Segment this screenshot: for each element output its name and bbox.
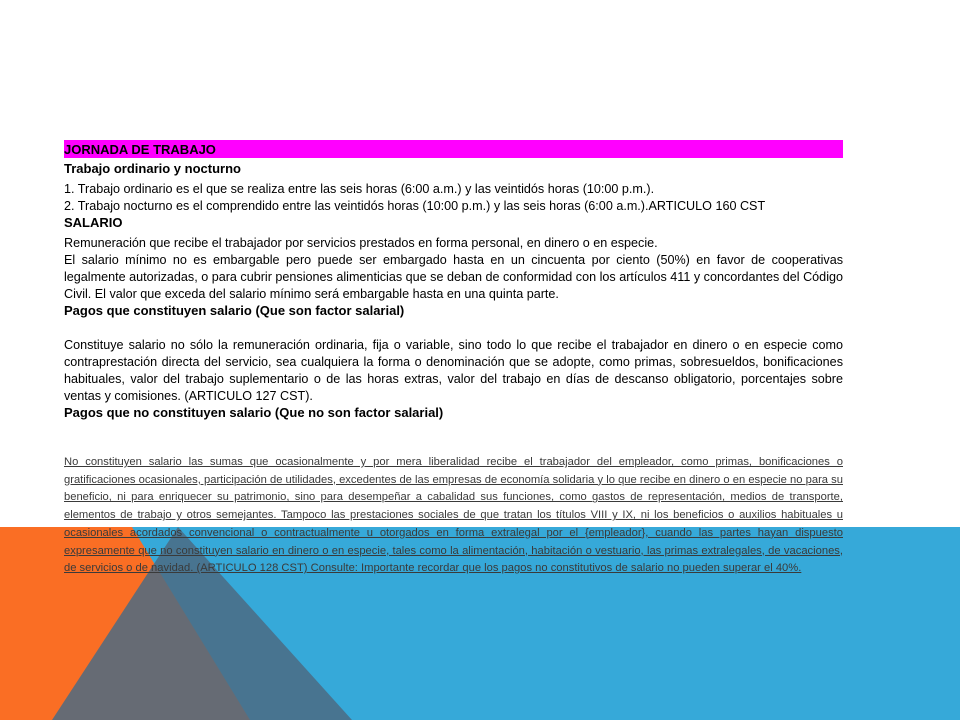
work-line-2: 2. Trabajo nocturno es el comprendido entre las veintidós horas (10:00 p.m.) y las seis horas (6:00 a.m.).ARTICULO 160 CST: [64, 199, 766, 213]
salario-minimo-text: El salario mínimo no es embargable pero puede ser embargado hasta en un cincuenta por ciento (50%) en favor de cooperativas legalmente autorizadas, o para cubrir pensiones alimenticias que se deban de conformidad con los artículos 411 y concordantes del Código Civil. El valor que exceda del salario mínimo será embargable hasta en una quinta parte.: [64, 253, 843, 301]
work-lines: [64, 181, 843, 215]
section-header-bar: JORNADA DE TRABAJO: [64, 140, 843, 158]
no-constituyen-salario-link[interactable]: No constituyen salario las sumas que ocasionalmente y por mera liberalidad recibe el trabajador del empleador, como primas, bonificaciones o gratificaciones ocasionales, participación de utilidades, excedentes de las empresas de economía solidaria y lo que recibe en dinero o en especie no para su beneficio, ni para enriquecer su patrimonio, sino para desempeñar a cabalidad sus funciones, como gastos de representación, medios de transporte, elementos de trabajo y otros semejantes. Tampoco las prestaciones sociales de que tratan los títulos VIII y IX, ni los beneficios o auxilios habituales u ocasionales acordados convencional o contractualmente u otorgados en forma extralegal por el {empleador}, cuando las partes hayan dispuesto expresamente que no constituyen salario en dinero o en especie, tales como la alimentación, habitación o vestuario, las primas extralegales, de vacaciones, de servicios o de navidad. (ARTICULO 128 CST) Consulte: Importante recordar que los pagos no constitutivos de salario no pueden superar el 40%.: [64, 456, 843, 575]
constituye-salario-text: Constituye salario no sólo la remuneración ordinaria, fija o variable, sino todo lo que recibe el trabajador en dinero o en especie como contraprestación directa del servicio, sea cualquiera la forma o denominación que se adopte, como primas, sobresueldos, bonificaciones habituales, valor del trabajo suplementario o de las horas extras, valor del trabajo en días de descanso obligatorio, porcentajes sobre ventas y comisiones. (ARTICULO 127 CST).: [64, 338, 843, 403]
no-factor-salarial-title: Pagos que no constituyen salario (Que no son factor salarial): [64, 405, 444, 420]
slide-content: [64, 140, 843, 578]
subtitle-ordinario-nocturno: Trabajo ordinario y nocturno: [64, 161, 241, 176]
remuneracion-text: Remuneración que recibe el trabajador por servicios prestados en forma personal, en dinero o en especie.: [64, 236, 658, 250]
work-line-1: 1. Trabajo ordinario es el que se realiza entre las seis horas (6:00 a.m.) y las veintidós horas (10:00 p.m.).: [64, 182, 655, 196]
factor-salarial-title: Pagos que constituyen salario (Que son factor salarial): [64, 303, 405, 318]
salario-title: SALARIO: [64, 215, 123, 230]
